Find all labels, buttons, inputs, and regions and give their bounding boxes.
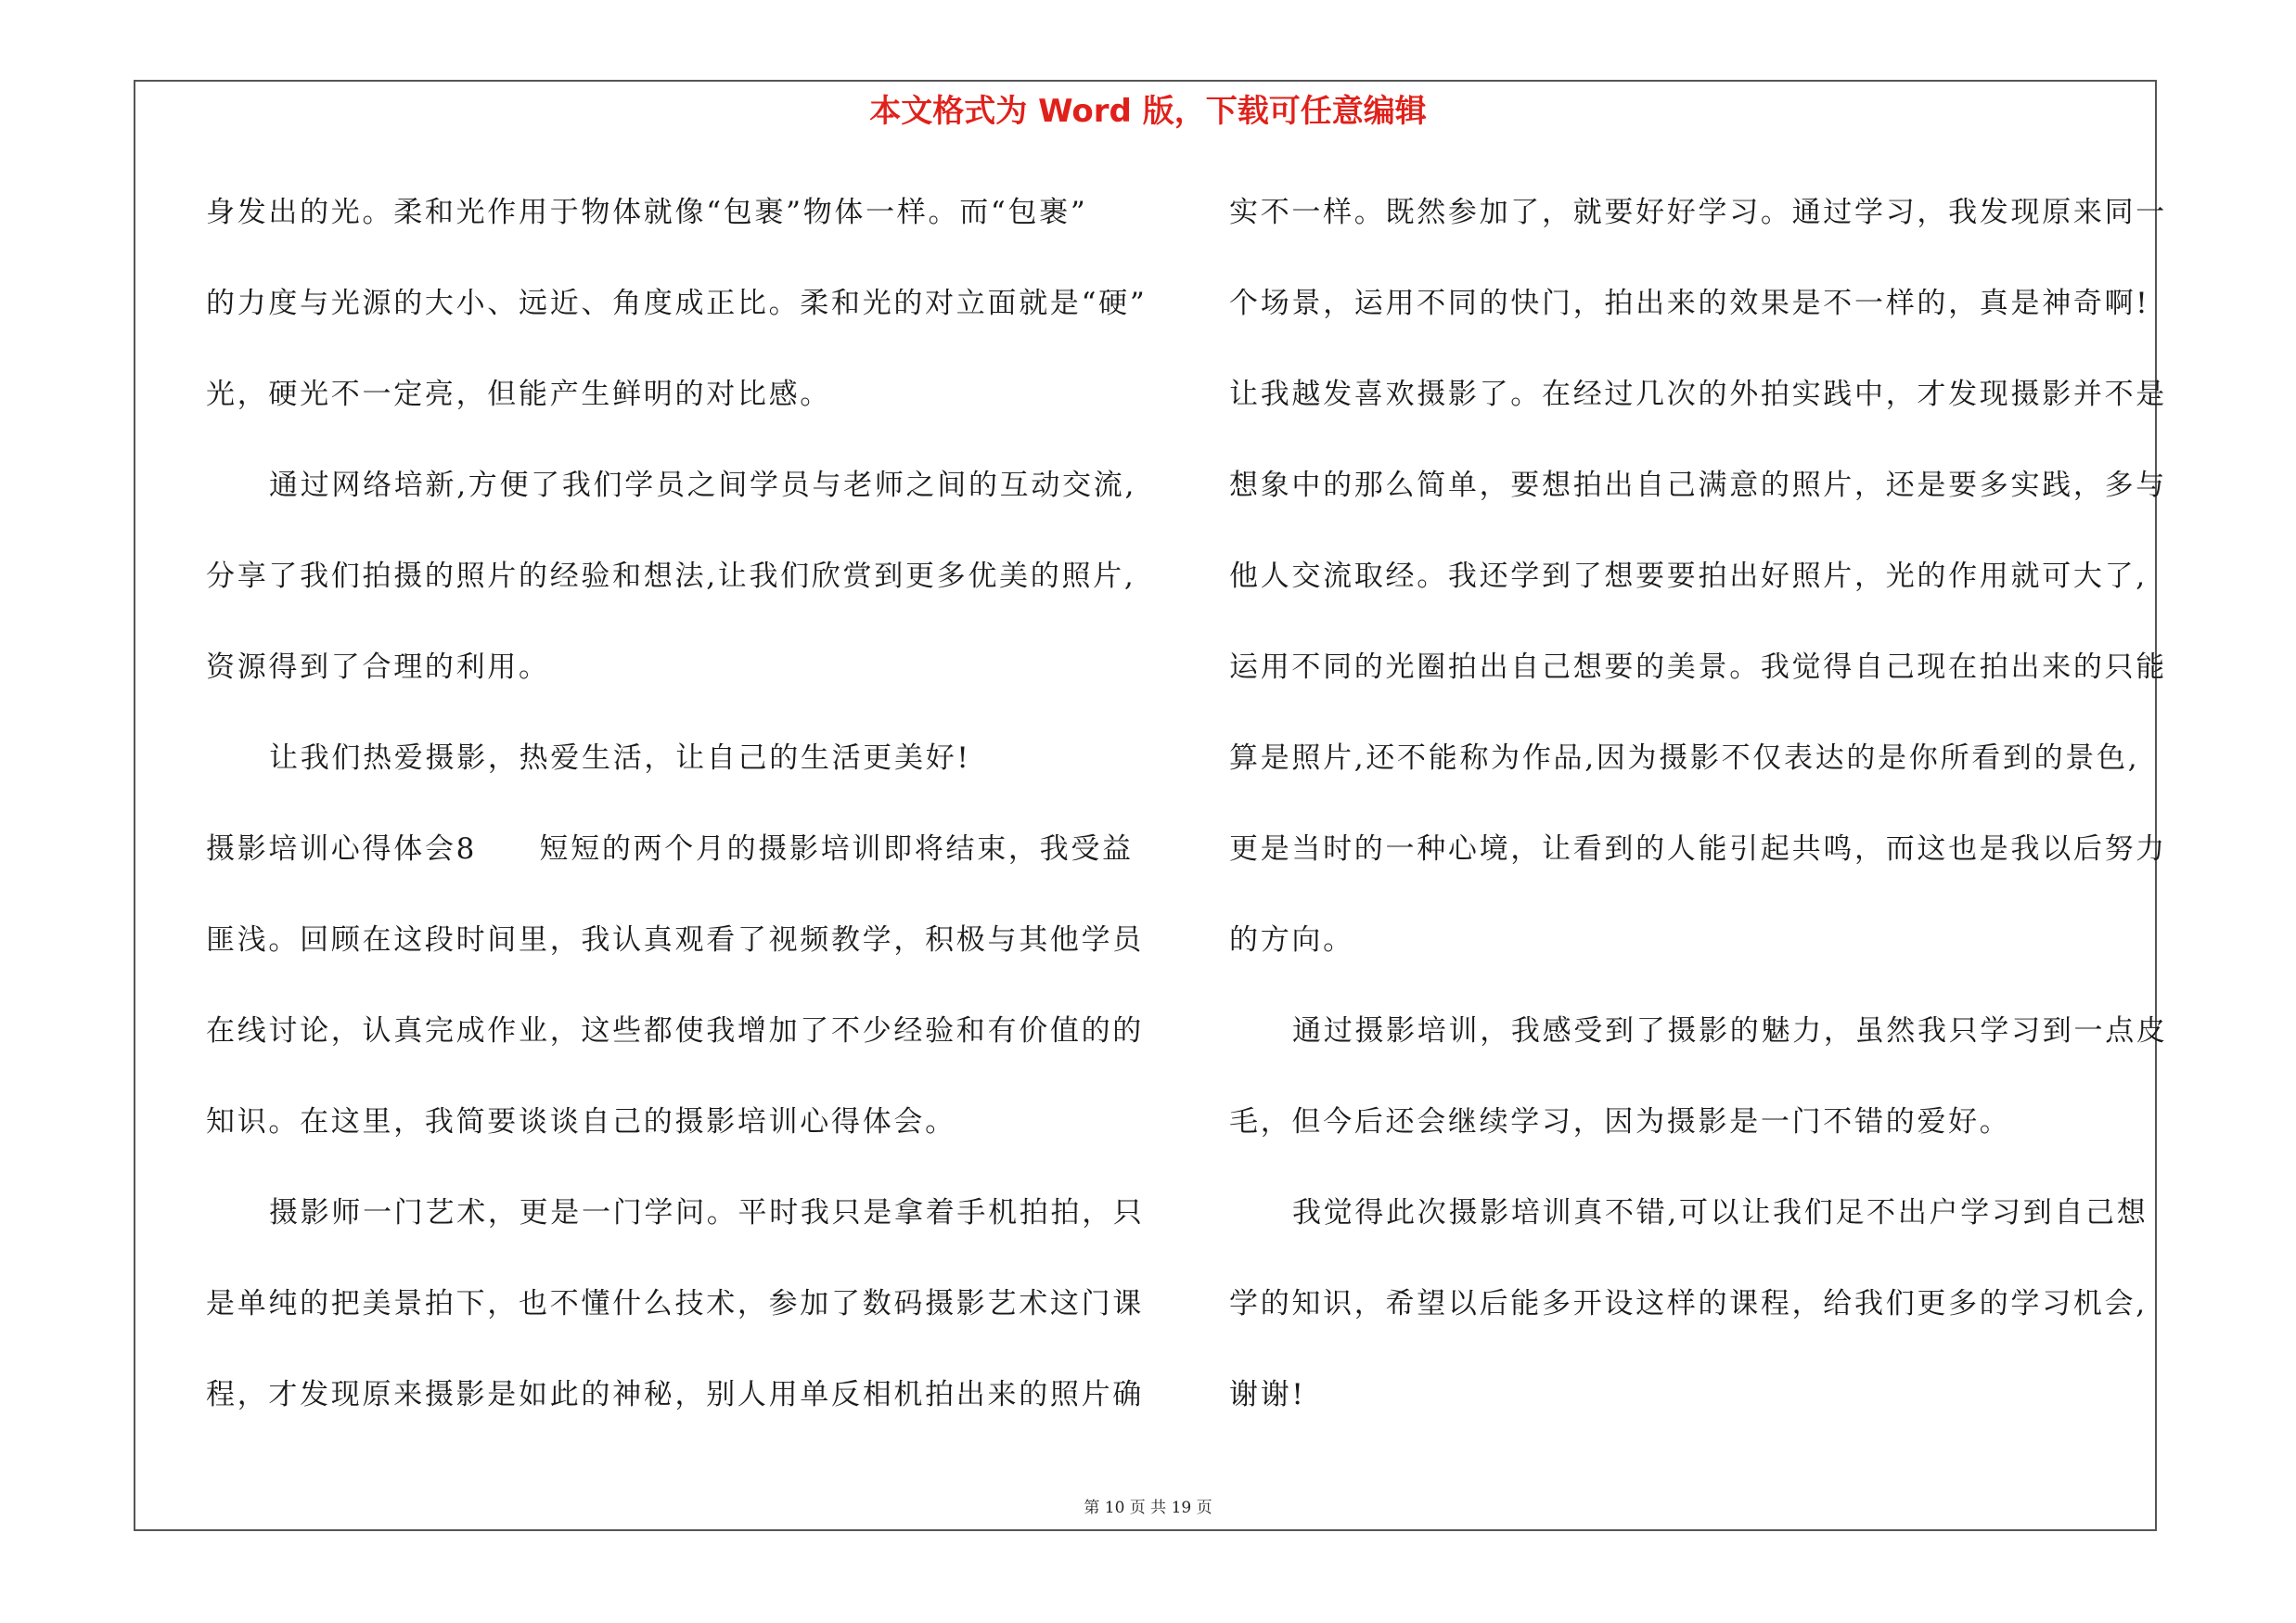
paragraph-line: 让我们热爱摄影，热爱生活，让自己的生活更美好! (269, 741, 971, 775)
paragraph-line: 毛，但今后还会继续学习，因为摄影是一门不错的爱好。 (1229, 1105, 2011, 1139)
paragraph-line: 更是当时的一种心境，让看到的人能引起共鸣，而这也是我以后努力 (1229, 832, 2167, 866)
paragraph-line: 谢谢! (1229, 1378, 1306, 1411)
paragraph-line: 身发出的光。柔和光作用于物体就像“包裹”物体一样。而“包裹” (206, 196, 1088, 229)
paragraph-line: 光，硬光不一定亮，但能产生鲜明的对比感。 (206, 378, 831, 411)
paragraph-line: 运用不同的光圈拍出自己想要的美景。我觉得自己现在拍出来的只能 (1229, 650, 2167, 684)
paragraph-line: 通过网络培新,方便了我们学员之间学员与老师之间的互动交流, (269, 469, 1137, 502)
paragraph-line: 知识。在这里，我简要谈谈自己的摄影培训心得体会。 (206, 1105, 956, 1139)
paragraph-line: 是单纯的把美景拍下，也不懂什么技术，参加了数码摄影艺术这门课 (206, 1287, 1144, 1320)
paragraph-line: 想象中的那么简单，要想拍出自己满意的照片，还是要多实践，多与 (1229, 469, 2167, 502)
paragraph-line: 分享了我们拍摄的照片的经验和想法,让我们欣赏到更多优美的照片, (206, 560, 1136, 593)
left-column (206, 187, 1148, 1460)
editable-notice-banner: 本文格式为 Word 版，下载可任意编辑 (869, 93, 1427, 130)
paragraph-line: 程，才发现原来摄影是如此的神秘，别人用单反相机拍出来的照片确 (206, 1378, 1144, 1411)
paragraph-line: 算是照片,还不能称为作品,因为摄影不仅表达的是你所看到的景色, (1229, 741, 2140, 775)
paragraph-line: 让我越发喜欢摄影了。在经过几次的外拍实践中，才发现摄影并不是 (1229, 378, 2167, 411)
paragraph-line: 在线讨论，认真完成作业，这些都使我增加了不少经验和有价值的的 (206, 1014, 1144, 1048)
paragraph-line: 学的知识，希望以后能多开设这样的课程，给我们更多的学习机会, (1229, 1287, 2148, 1320)
paragraph-line: 资源得到了合理的利用。 (206, 650, 550, 684)
paragraph-line: 匪浅。回顾在这段时间里，我认真观看了视频教学，积极与其他学员 (206, 923, 1144, 957)
paragraph-line: 摄影师一门艺术，更是一门学问。平时我只是拿着手机拍拍，只 (269, 1196, 1145, 1230)
paragraph-line: 的方向。 (1229, 923, 1354, 957)
paragraph-line: 的力度与光源的大小、远近、角度成正比。柔和光的对立面就是“硬” (206, 287, 1148, 320)
paragraph-line: 通过摄影培训，我感受到了摄影的魅力，虽然我只学习到一点皮 (1292, 1014, 2168, 1048)
paragraph-line: 他人交流取经。我还学到了想要要拍出好照片，光的作用就可大了, (1229, 560, 2148, 593)
paragraph-line: 个场景，运用不同的快门，拍出来的效果是不一样的，真是神奇啊! (1229, 287, 2150, 320)
right-column (1229, 187, 2168, 1460)
page-number-footer: 第 10 页 共 19 页 (1084, 1499, 1212, 1517)
section-heading-line: 摄影培训心得体会8 短短的两个月的摄影培训即将结束，我受益 (206, 832, 1134, 866)
paragraph-line: 我觉得此次摄影培训真不错,可以让我们足不出户学习到自己想 (1292, 1196, 2148, 1230)
paragraph-line: 实不一样。既然参加了，就要好好学习。通过学习，我发现原来同一 (1229, 196, 2167, 229)
